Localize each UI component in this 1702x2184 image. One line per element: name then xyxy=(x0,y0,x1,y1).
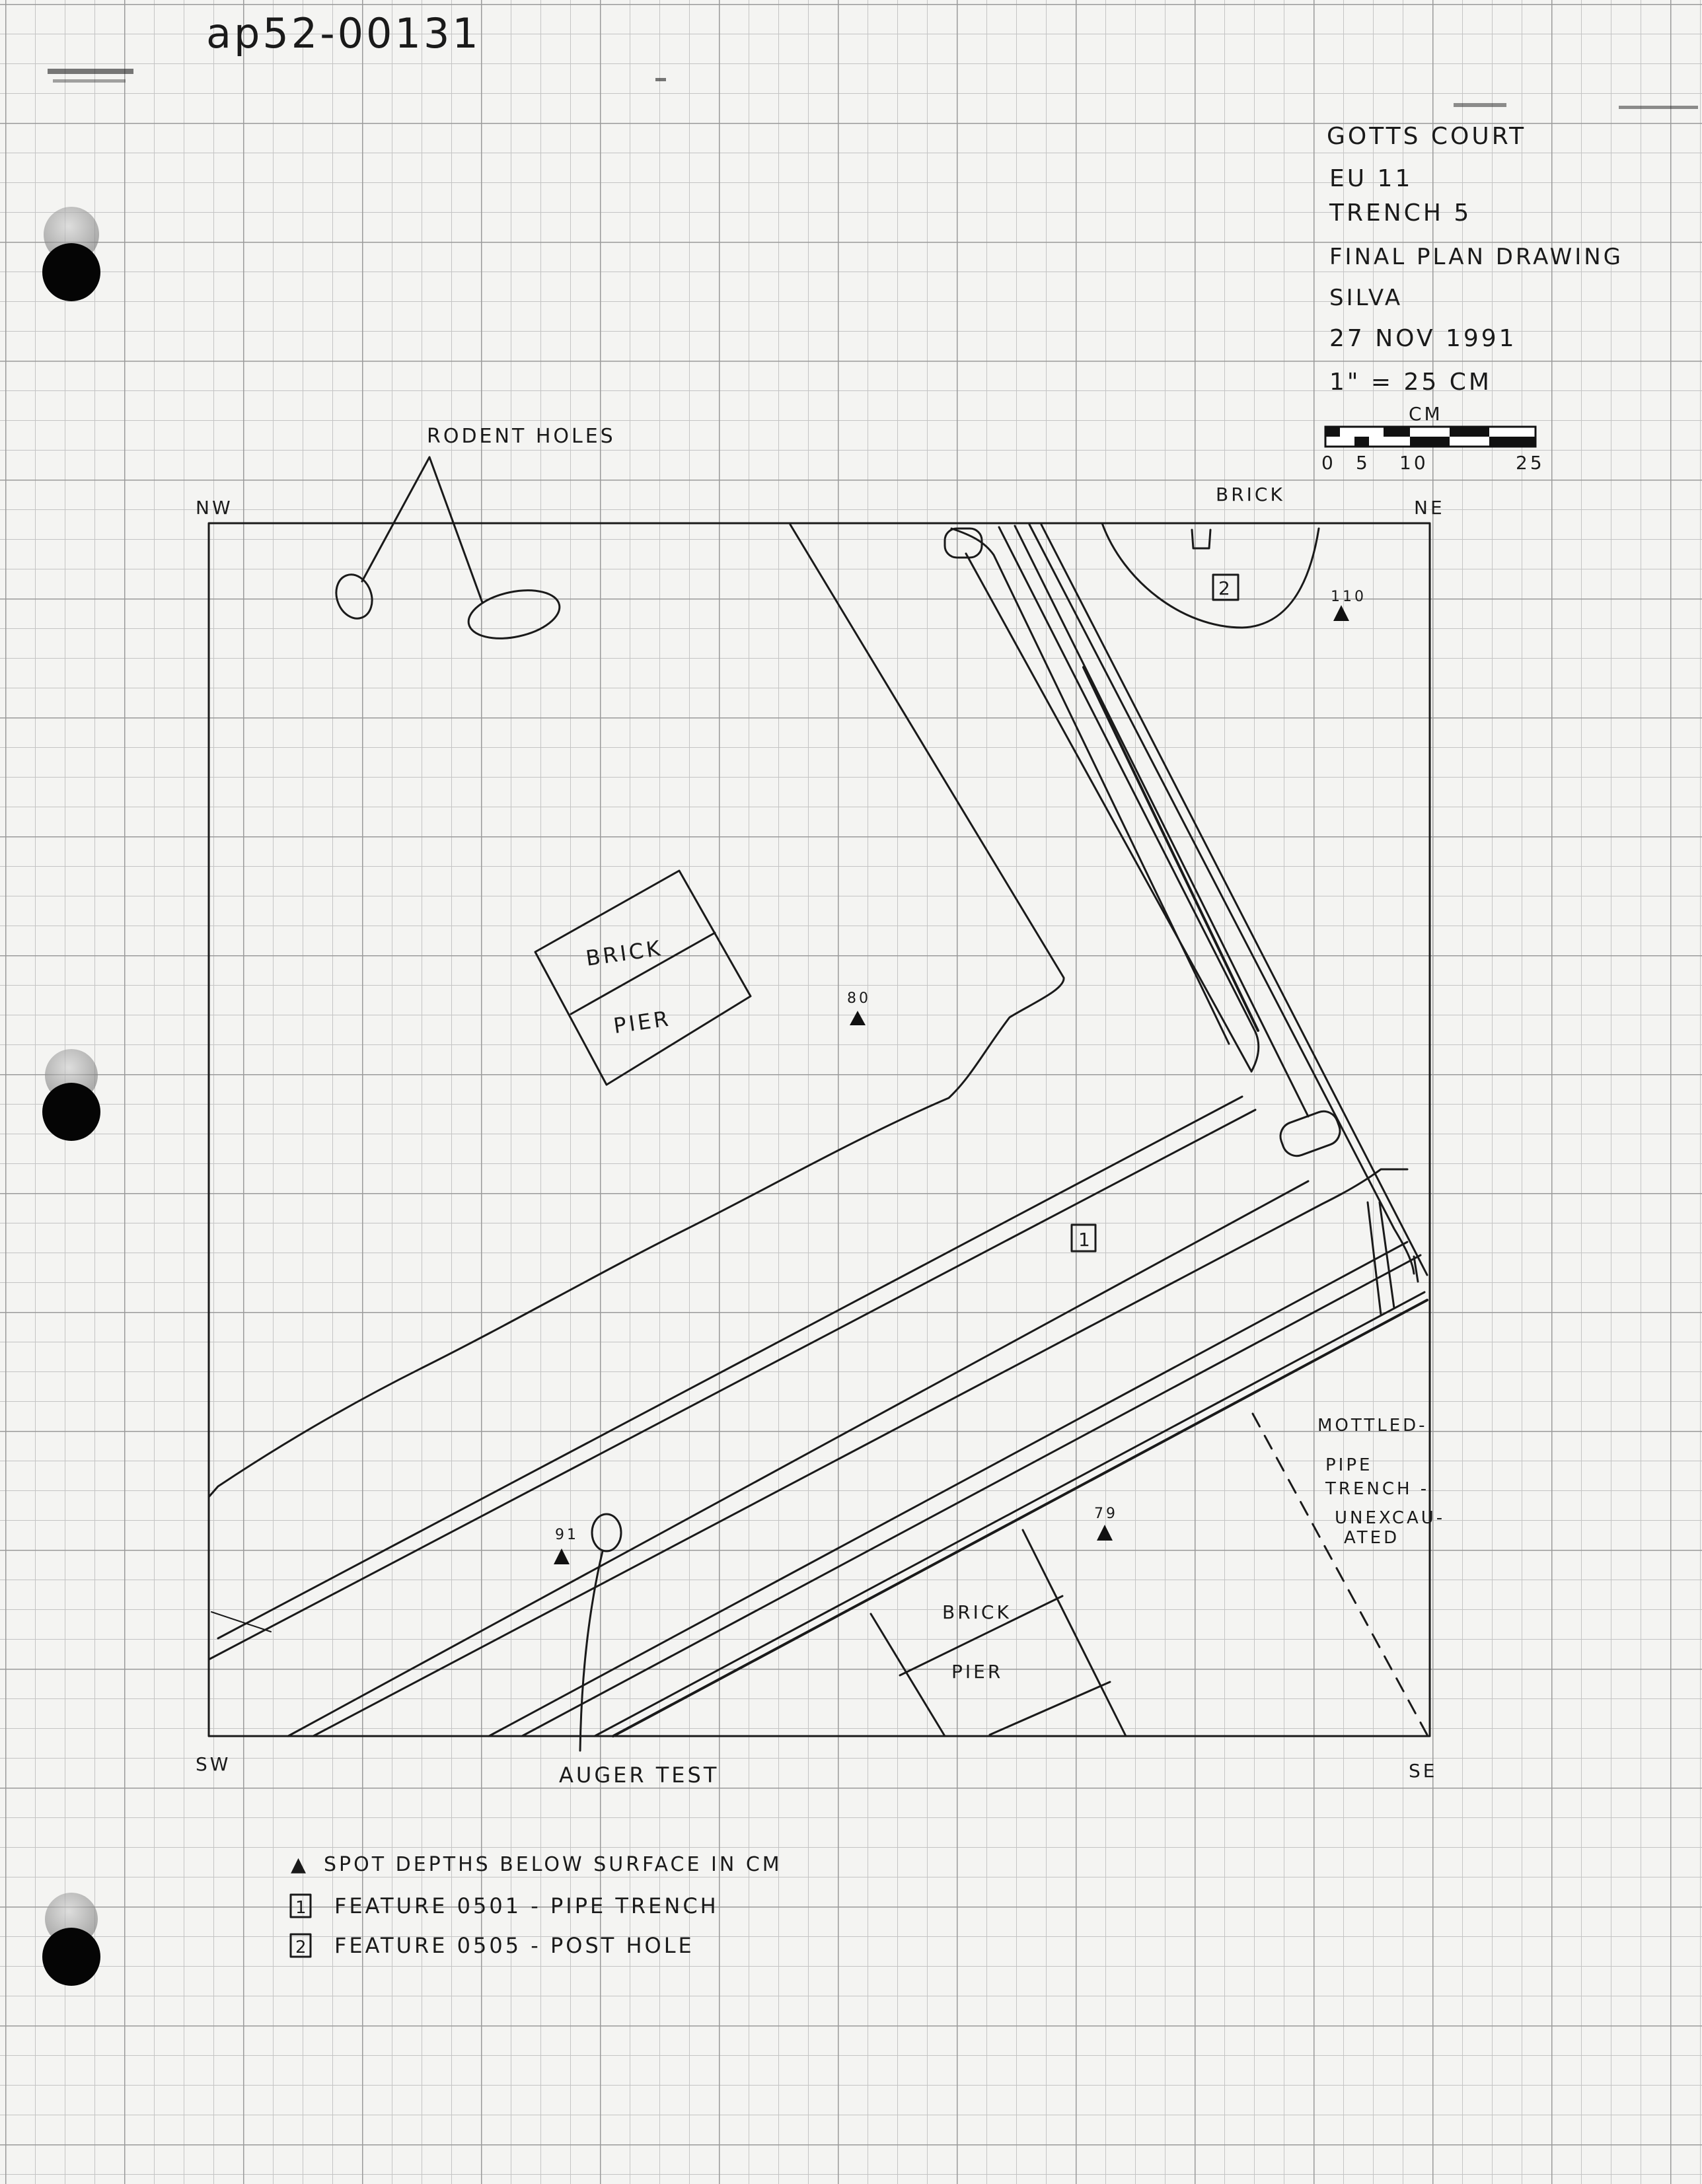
corner-label-se: SE xyxy=(1409,1760,1438,1782)
drawing-scale: 1" = 25 CM xyxy=(1329,369,1492,396)
legend-item-feature-0501 xyxy=(291,1893,719,1918)
recorder-name: SILVA xyxy=(1329,285,1403,311)
site-name: GOTTS COURT xyxy=(1327,123,1527,150)
auger-test-label: AUGER TEST xyxy=(559,1763,720,1788)
mottled-note-line-2: PIPE xyxy=(1325,1455,1373,1475)
brick-pier-lower-label-1: BRICK xyxy=(942,1601,1012,1623)
brick-pier-upper-label-1: BRICK xyxy=(584,935,665,971)
corner-label-nw: NW xyxy=(196,497,233,519)
legend-symbol-triangle: ▲ xyxy=(291,1853,309,1876)
brick-pier-upper-label-2: PIER xyxy=(612,1005,673,1039)
mottled-note-line-5: ATED xyxy=(1344,1528,1400,1548)
mottled-note-line-4: UNEXCAU- xyxy=(1335,1508,1446,1528)
catalog-id: ap52-00131 xyxy=(206,9,481,57)
legend-text: SPOT DEPTHS BELOW SURFACE IN CM xyxy=(324,1853,782,1876)
feature-2-tag: 2 xyxy=(1218,577,1233,599)
legend-text: FEATURE 0501 - PIPE TRENCH xyxy=(334,1893,719,1918)
scale-tick-0: 0 xyxy=(1321,452,1336,474)
trench-number: TRENCH 5 xyxy=(1329,200,1472,227)
scale-bar-unit: CM xyxy=(1409,403,1443,425)
legend-item-feature-0505 xyxy=(291,1933,694,1958)
rodent-holes-label: RODENT HOLES xyxy=(427,425,616,448)
spot-depth-label: 80 xyxy=(847,990,871,1007)
legend-item-spot-depths xyxy=(291,1853,782,1876)
excavation-unit: EU 11 xyxy=(1329,165,1413,192)
legend-symbol-box: 2 xyxy=(295,1938,309,1957)
mottled-note-line-1: MOTTLED- xyxy=(1317,1416,1428,1436)
mottled-note-line-3: TRENCH - xyxy=(1325,1479,1430,1499)
brick-top-label: BRICK xyxy=(1216,484,1285,505)
scale-tick-10: 10 xyxy=(1399,452,1428,474)
scale-tick-25: 25 xyxy=(1516,452,1545,474)
legend-symbol-box: 1 xyxy=(295,1898,309,1918)
scale-tick-5: 5 xyxy=(1356,452,1370,474)
spot-depth-label: 91 xyxy=(555,1527,579,1543)
spot-depth-label: 110 xyxy=(1331,589,1366,605)
drawing-date: 27 NOV 1991 xyxy=(1329,325,1517,352)
spot-depth-label: 79 xyxy=(1094,1506,1118,1522)
brick-pier-lower-label-2: PIER xyxy=(951,1661,1004,1683)
legend-text: FEATURE 0505 - POST HOLE xyxy=(334,1933,694,1958)
feature-1-tag: 1 xyxy=(1078,1229,1093,1251)
drawing-type: FINAL PLAN DRAWING xyxy=(1329,244,1624,270)
corner-label-ne: NE xyxy=(1414,497,1445,519)
corner-label-sw: SW xyxy=(196,1753,231,1775)
